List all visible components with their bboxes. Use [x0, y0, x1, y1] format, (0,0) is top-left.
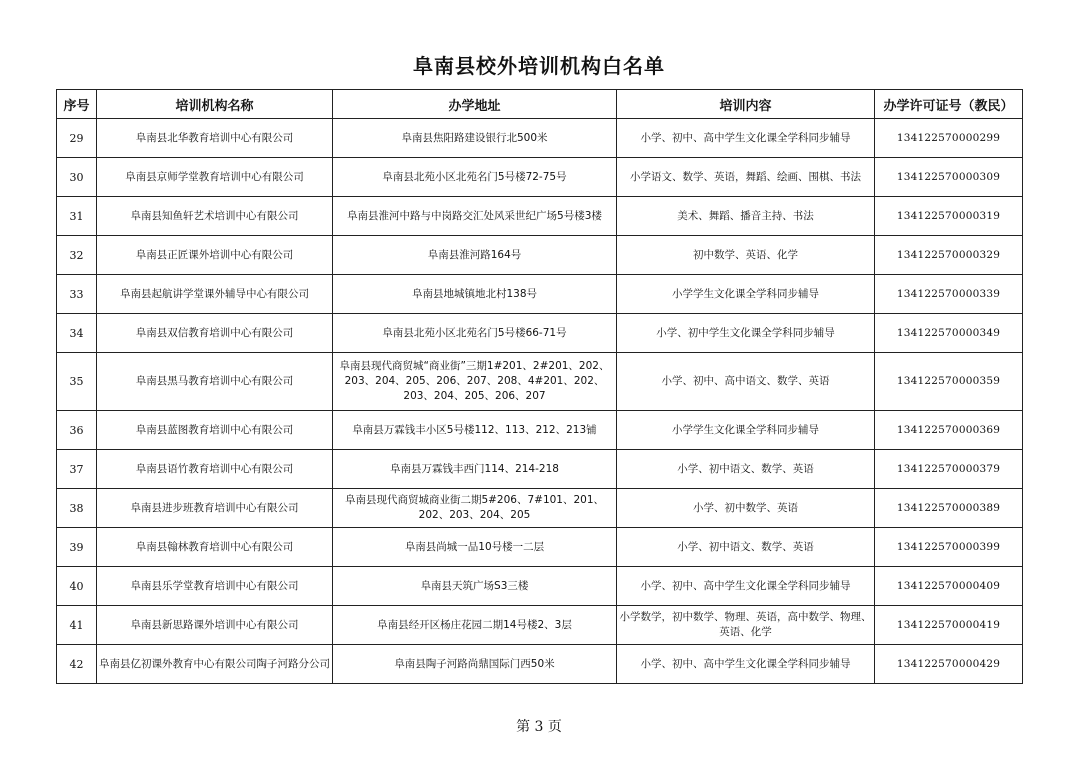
row-content: 美术、舞蹈、播音主持、书法: [617, 197, 875, 236]
row-seq: 42: [57, 645, 97, 684]
row-name: 阜南县乐学堂教育培训中心有限公司: [97, 567, 333, 606]
row-name: 阜南县正匠课外培训中心有限公司: [97, 236, 333, 275]
table-row: [57, 314, 1023, 353]
row-content: 小学、初中、高中学生文化课全学科同步辅导: [617, 645, 875, 684]
row-name: 阜南县京师学堂教育培训中心有限公司: [97, 158, 333, 197]
row-seq: 32: [57, 236, 97, 275]
row-address: 阜南县北苑小区北苑名门5号楼72-75号: [333, 158, 617, 197]
row-address: 阜南县天筑广场S3三楼: [333, 567, 617, 606]
table-row: [57, 411, 1023, 450]
row-seq: 39: [57, 528, 97, 567]
row-address: 阜南县淮河路164号: [333, 236, 617, 275]
document-title: 阜南县校外培训机构白名单: [413, 54, 665, 78]
row-seq: 38: [57, 489, 97, 528]
row-license: 134122570000369: [875, 411, 1023, 450]
row-seq: 33: [57, 275, 97, 314]
table-row: [57, 645, 1023, 684]
row-license: 134122570000329: [875, 236, 1023, 275]
row-address: 阜南县陶子河路尚鼎国际门西50米: [333, 645, 617, 684]
row-seq: 41: [57, 606, 97, 645]
row-content: 小学、初中、高中语文、数学、英语: [617, 353, 875, 411]
header-license: 办学许可证号（教民）: [875, 90, 1023, 119]
row-name: 阜南县语竹教育培训中心有限公司: [97, 450, 333, 489]
row-content: 小学、初中数学、英语: [617, 489, 875, 528]
table-row: [57, 236, 1023, 275]
row-seq: 36: [57, 411, 97, 450]
row-license: 134122570000419: [875, 606, 1023, 645]
row-name: 阜南县北华教育培训中心有限公司: [97, 119, 333, 158]
row-address: 阜南县万霖钱丰西门114、214-218: [333, 450, 617, 489]
row-seq: 34: [57, 314, 97, 353]
row-seq: 31: [57, 197, 97, 236]
table-row: [57, 528, 1023, 567]
row-content: 初中数学、英语、化学: [617, 236, 875, 275]
row-content: 小学、初中、高中学生文化课全学科同步辅导: [617, 119, 875, 158]
row-seq: 29: [57, 119, 97, 158]
row-name: 阜南县亿初课外教育中心有限公司陶子河路分公司: [97, 645, 333, 684]
table-row: [57, 353, 1023, 411]
row-address: 阜南县现代商贸城“商业街”三期1#201、2#201、202、203、204、205、206、207、208、4#201、202、203、204、205、206、207: [333, 353, 617, 411]
row-license: 134122570000309: [875, 158, 1023, 197]
row-name: 阜南县蓝图教育培训中心有限公司: [97, 411, 333, 450]
table-row: [57, 275, 1023, 314]
table-row: [57, 450, 1023, 489]
row-license: 134122570000349: [875, 314, 1023, 353]
row-license: 134122570000339: [875, 275, 1023, 314]
row-address: 阜南县焦阳路建设银行北500米: [333, 119, 617, 158]
table-row: [57, 119, 1023, 158]
row-seq: 35: [57, 353, 97, 411]
row-license: 134122570000389: [875, 489, 1023, 528]
table-row: [57, 158, 1023, 197]
row-name: 阜南县知鱼轩艺术培训中心有限公司: [97, 197, 333, 236]
row-name: 阜南县进步班教育培训中心有限公司: [97, 489, 333, 528]
row-seq: 40: [57, 567, 97, 606]
row-content: 小学、初中语文、数学、英语: [617, 450, 875, 489]
row-name: 阜南县翰林教育培训中心有限公司: [97, 528, 333, 567]
page-number: 第 3 页: [516, 719, 562, 735]
row-license: 134122570000319: [875, 197, 1023, 236]
row-license: 134122570000359: [875, 353, 1023, 411]
row-content: 小学学生文化课全学科同步辅导: [617, 275, 875, 314]
row-content: 小学、初中学生文化课全学科同步辅导: [617, 314, 875, 353]
row-name: 阜南县新思路课外培训中心有限公司: [97, 606, 333, 645]
row-name: 阜南县黑马教育培训中心有限公司: [97, 353, 333, 411]
row-content: 小学语文、数学、英语，舞蹈、绘画、围棋、书法: [617, 158, 875, 197]
row-seq: 37: [57, 450, 97, 489]
row-license: 134122570000409: [875, 567, 1023, 606]
row-address: 阜南县经开区杨庄花园二期14号楼2、3层: [333, 606, 617, 645]
row-address: 阜南县尚城一品10号楼一二层: [333, 528, 617, 567]
header-content: 培训内容: [617, 90, 875, 119]
table-row: [57, 606, 1023, 645]
table-row: [57, 489, 1023, 528]
table-row: [57, 567, 1023, 606]
row-content: 小学、初中语文、数学、英语: [617, 528, 875, 567]
row-name: 阜南县双信教育培训中心有限公司: [97, 314, 333, 353]
row-content: 小学数学，初中数学、物理、英语，高中数学、物理、英语、化学: [617, 606, 875, 645]
row-content: 小学学生文化课全学科同步辅导: [617, 411, 875, 450]
row-seq: 30: [57, 158, 97, 197]
header-address: 办学地址: [333, 90, 617, 119]
row-license: 134122570000399: [875, 528, 1023, 567]
row-address: 阜南县现代商贸城商业街二期5#206、7#101、201、202、203、204、205: [333, 489, 617, 528]
table-header-row: [57, 90, 1023, 119]
row-address: 阜南县淮河中路与中岗路交汇处风采世纪广场5号楼3楼: [333, 197, 617, 236]
row-address: 阜南县地城镇地北村138号: [333, 275, 617, 314]
row-license: 134122570000379: [875, 450, 1023, 489]
row-address: 阜南县北苑小区北苑名门5号楼66-71号: [333, 314, 617, 353]
whitelist-table: [56, 89, 1023, 684]
row-address: 阜南县万霖钱丰小区5号楼112、113、212、213铺: [333, 411, 617, 450]
table-row: [57, 197, 1023, 236]
header-name: 培训机构名称: [97, 90, 333, 119]
row-content: 小学、初中、高中学生文化课全学科同步辅导: [617, 567, 875, 606]
header-seq: 序号: [57, 90, 97, 119]
row-license: 134122570000299: [875, 119, 1023, 158]
row-license: 134122570000429: [875, 645, 1023, 684]
row-name: 阜南县起航讲学堂课外辅导中心有限公司: [97, 275, 333, 314]
